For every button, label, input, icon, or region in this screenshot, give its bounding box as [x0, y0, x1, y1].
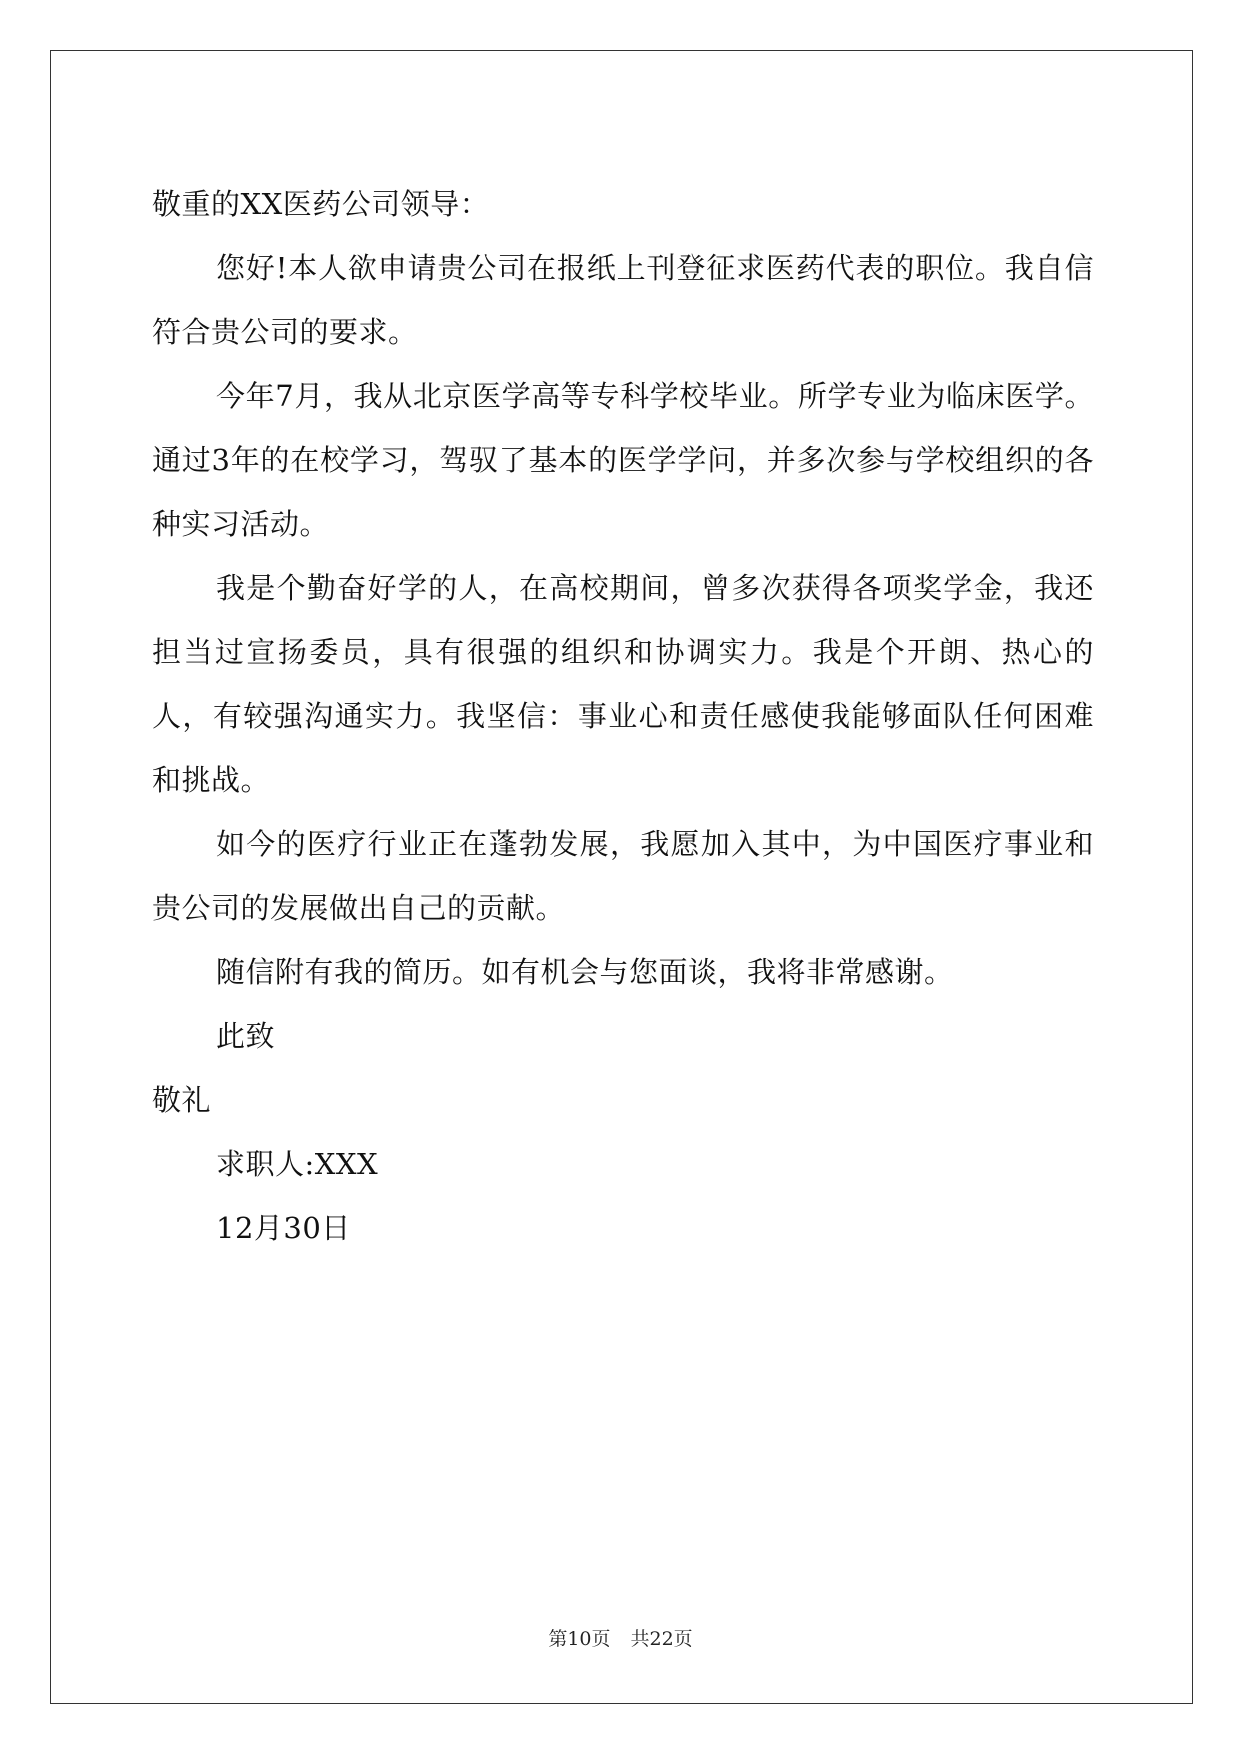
closing-cizhi: 此致 — [216, 1019, 276, 1053]
letter-body — [152, 172, 1094, 1260]
paragraph-education: 今年7月，我从北京医学高等专科学校毕业。所学专业为临床医学。通过3年的在校学习，驾驭了基本的医学学问，并多次参与学校组织的各种实习活动。 — [152, 379, 1094, 541]
paragraph-greeting: 您好!本人欲申请贵公司在报纸上刊登征求医药代表的职位。我自信符合贵公司的要求。 — [152, 251, 1094, 349]
closing-jingli: 敬礼 — [152, 1083, 212, 1117]
page-number: 第10页 — [548, 1628, 611, 1650]
page-footer — [0, 1624, 1241, 1651]
date: 12月30日 — [216, 1211, 351, 1245]
page-total: 共22页 — [630, 1628, 693, 1650]
paragraph-personality: 我是个勤奋好学的人，在高校期间，曾多次获得各项奖学金，我还担当过宣扬委员，具有很强的组织和协调实力。我是个开朗、热心的人，有较强沟通实力。我坚信：事业心和责任感使我能够面队任何困难和挑战。 — [152, 571, 1094, 797]
paragraph-aspiration: 如今的医疗行业正在蓬勃发展，我愿加入其中，为中国医疗事业和贵公司的发展做出自己的贡献。 — [152, 827, 1094, 925]
signature: 求职人:XXX — [216, 1147, 379, 1181]
paragraph-resume: 随信附有我的简历。如有机会与您面谈，我将非常感谢。 — [216, 955, 954, 989]
salutation: 敬重的XX医药公司领导： — [152, 187, 490, 221]
